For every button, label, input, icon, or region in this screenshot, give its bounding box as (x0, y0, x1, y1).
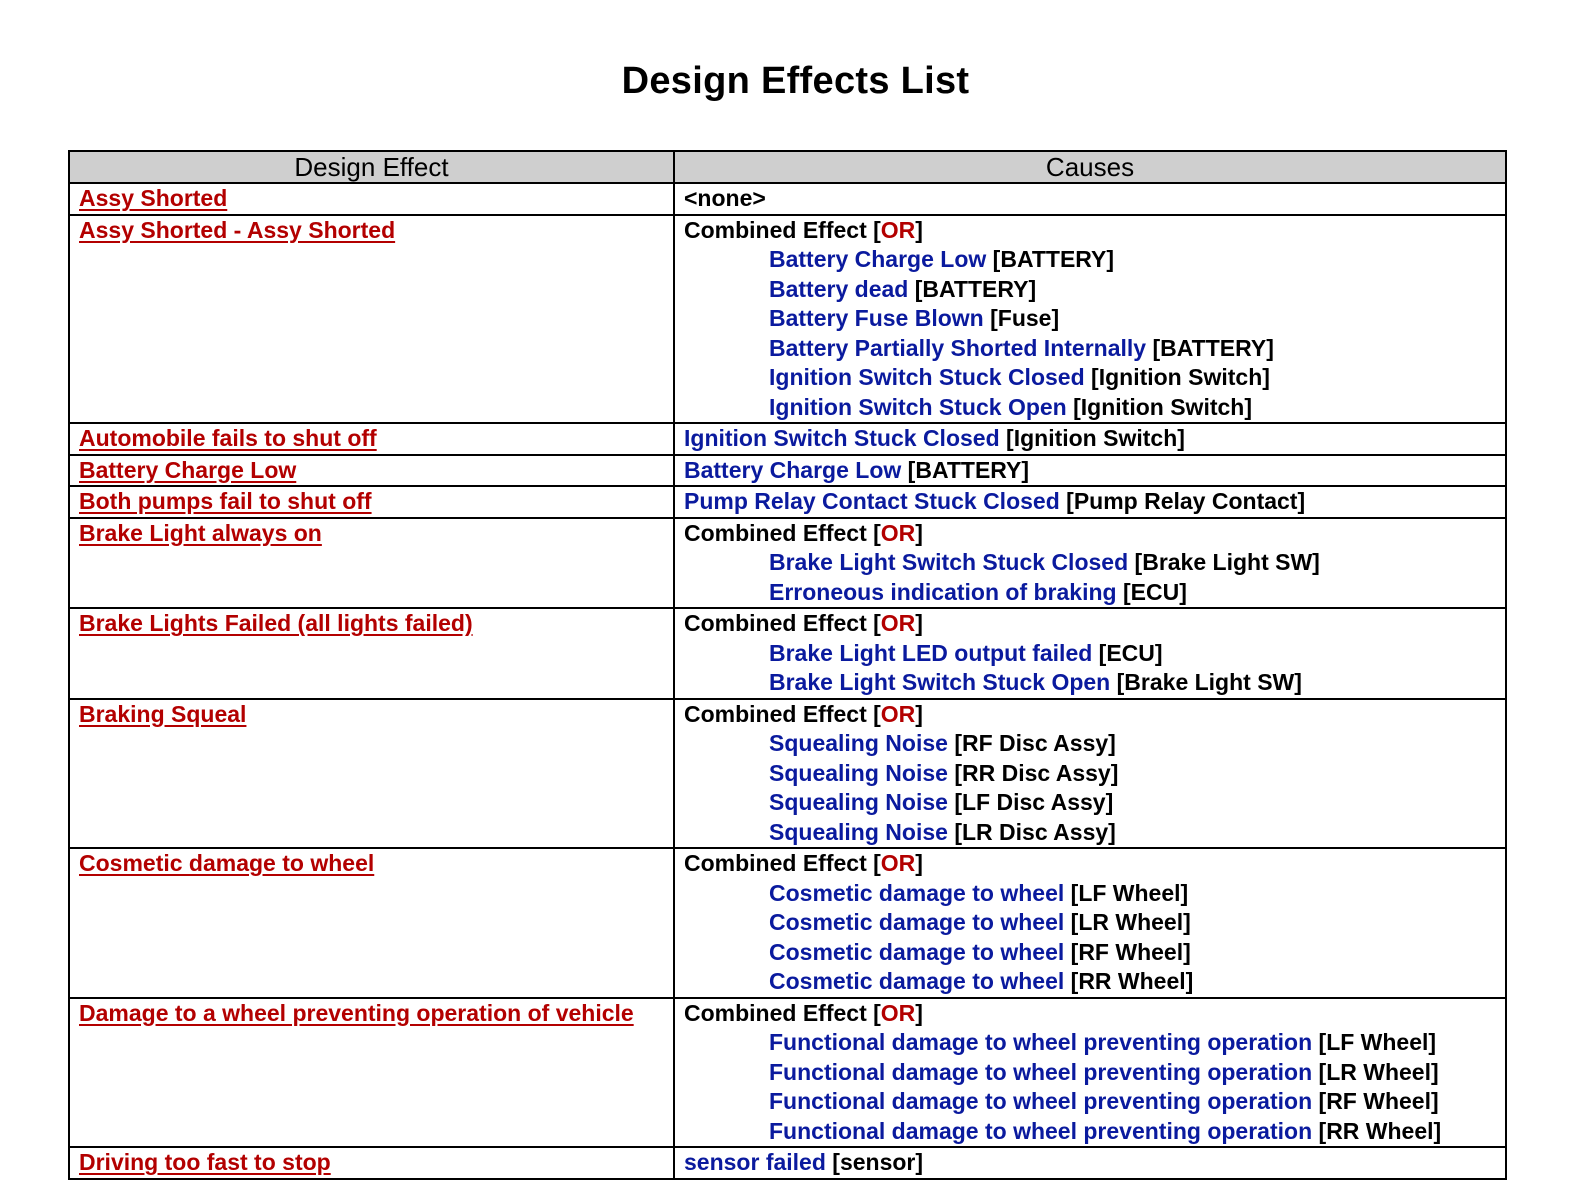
cause-link[interactable]: Ignition Switch Stuck Open (769, 393, 1067, 420)
cause-line: Cosmetic damage to wheel [LF Wheel] (769, 879, 1189, 906)
effect-cell (69, 215, 674, 424)
combined-effect-line: Combined Effect [OR] (684, 519, 923, 546)
cause-link[interactable]: Squealing Noise (769, 730, 948, 756)
component-name: LF Disc Assy (962, 789, 1106, 815)
component-name: Ignition Switch (1098, 364, 1263, 390)
effect-cell (69, 423, 674, 455)
cause-line: Erroneous indication of braking [ECU] (769, 578, 1187, 605)
effect-cell (69, 608, 674, 699)
cause-link[interactable]: Battery Partially Shorted Internally (769, 334, 1147, 361)
component-name: RR Disc Assy (962, 759, 1111, 786)
causes-cell (674, 455, 1506, 487)
cause-line: Squealing Noise [RR Disc Assy] (769, 759, 1119, 786)
effect-link[interactable]: Damage to a wheel preventing operation of vehicle (79, 999, 634, 1026)
component-name: BATTERY (1000, 246, 1107, 272)
effect-cell (69, 848, 674, 998)
effect-cell (69, 183, 674, 215)
cause-link[interactable]: Brake Light LED output failed (769, 639, 1093, 666)
causes-cell (674, 608, 1506, 699)
cause-link[interactable]: Brake Light Switch Stuck Closed (769, 549, 1129, 575)
effect-link[interactable]: Driving too fast to stop (79, 1149, 331, 1175)
component-name: BATTERY (922, 275, 1029, 302)
cause-link[interactable]: Cosmetic damage to wheel (769, 938, 1065, 965)
causes-cell (674, 486, 1506, 518)
table-row (69, 608, 1506, 699)
component-name: LR Disc Assy (962, 818, 1109, 845)
cause-link[interactable]: Functional damage to wheel preventing operation (769, 1117, 1313, 1144)
component-name: LR Wheel (1078, 909, 1184, 935)
cause-line: Squealing Noise [LR Disc Assy] (769, 818, 1116, 845)
cause-link[interactable]: Pump Relay Contact Stuck Closed (684, 488, 1060, 514)
table-row (69, 699, 1506, 849)
or-operator: OR (880, 700, 916, 727)
cause-link[interactable]: Squealing Noise (769, 818, 948, 845)
cause-link[interactable]: Battery Charge Low (769, 246, 987, 272)
component-name: Brake Light SW (1124, 669, 1295, 695)
cause-link[interactable]: Brake Light Switch Stuck Open (769, 669, 1111, 695)
causes-cell (674, 183, 1506, 215)
component-name: RF Wheel (1326, 1088, 1431, 1114)
effect-link[interactable]: Braking Squeal (79, 700, 247, 727)
table-row (69, 518, 1506, 609)
cause-link[interactable]: Ignition Switch Stuck Closed (684, 425, 1000, 451)
component-name: LF Wheel (1078, 879, 1181, 906)
effect-cell (69, 455, 674, 487)
component-name: Brake Light SW (1142, 549, 1313, 575)
table-row (69, 215, 1506, 424)
combined-effect-label: Combined Effect (684, 850, 867, 876)
cause-line: Functional damage to wheel preventing operation [RR Wheel] (769, 1117, 1442, 1144)
or-operator: OR (880, 850, 916, 876)
table-row (69, 455, 1506, 487)
combined-effect-label: Combined Effect (684, 700, 867, 727)
column-header-causes: Causes (674, 151, 1506, 183)
causes-cell (674, 699, 1506, 849)
cause-line: Cosmetic damage to wheel [LR Wheel] (769, 909, 1191, 935)
cause-line: Pump Relay Contact Stuck Closed [Pump Relay Contact] (684, 488, 1306, 514)
cause-line: sensor failed [sensor] (684, 1149, 924, 1175)
effect-link[interactable]: Automobile fails to shut off (79, 425, 377, 451)
cause-link[interactable]: Squealing Noise (769, 789, 948, 815)
effect-link[interactable]: Assy Shorted - Assy Shorted (79, 216, 396, 243)
effect-link[interactable]: Assy Shorted (79, 185, 228, 211)
effect-cell (69, 998, 674, 1148)
causes-cell (674, 1147, 1506, 1179)
effect-link[interactable]: Both pumps fail to shut off (79, 488, 372, 514)
effect-link[interactable]: Brake Lights Failed (all lights failed) (79, 610, 473, 636)
effect-cell (69, 1147, 674, 1179)
cause-link[interactable]: Cosmetic damage to wheel (769, 879, 1065, 906)
cause-line: Battery Charge Low [BATTERY] (769, 246, 1115, 272)
component-name: sensor (839, 1149, 916, 1175)
effect-cell (69, 486, 674, 518)
causes-cell (674, 998, 1506, 1148)
cause-line: Squealing Noise [LF Disc Assy] (769, 789, 1114, 815)
component-name: LR Wheel (1326, 1058, 1431, 1085)
cause-link[interactable]: Cosmetic damage to wheel (769, 909, 1065, 935)
effect-cell (69, 699, 674, 849)
cause-link[interactable]: Battery Fuse Blown (769, 305, 984, 331)
combined-effect-label: Combined Effect (684, 999, 867, 1026)
combined-effect-label: Combined Effect (684, 610, 867, 636)
or-operator: OR (880, 999, 916, 1026)
combined-effect-label: Combined Effect (684, 519, 867, 546)
cause-line: Battery Fuse Blown [Fuse] (769, 305, 1060, 331)
effect-cell (69, 518, 674, 609)
cause-line: Brake Light LED output failed [ECU] (769, 639, 1163, 666)
cause-line: Brake Light Switch Stuck Closed [Brake Light SW] (769, 549, 1320, 575)
component-name: BATTERY (1160, 334, 1267, 361)
component-name: RF Wheel (1078, 938, 1184, 965)
cause-link[interactable]: Functional damage to wheel preventing operation (769, 1029, 1313, 1055)
combined-effect-label: Combined Effect (684, 216, 867, 243)
cause-link[interactable]: Battery Charge Low (684, 456, 902, 483)
or-operator: OR (880, 610, 916, 636)
page-title: Design Effects List (621, 60, 970, 102)
combined-effect-line: Combined Effect [OR] (684, 610, 923, 636)
combined-effect-line: Combined Effect [OR] (684, 850, 923, 876)
cause-link[interactable]: Squealing Noise (769, 759, 948, 786)
combined-effect-line: Combined Effect [OR] (684, 700, 923, 727)
cause-line: Functional damage to wheel preventing operation [LR Wheel] (769, 1058, 1439, 1085)
cause-line: Ignition Switch Stuck Closed [Ignition Switch] (684, 425, 1185, 451)
component-name: RR Wheel (1078, 968, 1186, 994)
component-name: Fuse (997, 305, 1052, 331)
cause-line: Squealing Noise [RF Disc Assy] (769, 730, 1116, 756)
table-row (69, 486, 1506, 518)
effect-link[interactable]: Cosmetic damage to wheel (79, 850, 375, 876)
cause-link[interactable]: Ignition Switch Stuck Closed (769, 364, 1085, 390)
cause-link[interactable]: Cosmetic damage to wheel (769, 968, 1065, 994)
cause-line: Functional damage to wheel preventing operation [LF Wheel] (769, 1029, 1437, 1055)
cause-link[interactable]: Erroneous indication of braking (769, 578, 1117, 605)
component-name: ECU (1130, 578, 1180, 605)
component-name: BATTERY (915, 456, 1022, 483)
component-name: ECU (1106, 639, 1155, 666)
component-name: Ignition Switch (1013, 425, 1178, 451)
cause-line: Battery Partially Shorted Internally [BATTERY] (769, 334, 1274, 361)
cause-line: Cosmetic damage to wheel [RR Wheel] (769, 968, 1194, 994)
effect-link[interactable]: Brake Light always on (79, 519, 322, 546)
cause-line: Brake Light Switch Stuck Open [Brake Light SW] (769, 669, 1302, 695)
table-row (69, 1147, 1506, 1179)
cause-link[interactable]: sensor failed (684, 1149, 826, 1175)
component-name: RF Disc Assy (962, 730, 1109, 756)
table-row (69, 423, 1506, 455)
cause-line: Battery dead [BATTERY] (769, 275, 1037, 302)
causes-cell (674, 518, 1506, 609)
cause-line: Ignition Switch Stuck Open [Ignition Switch] (769, 393, 1253, 420)
causes-cell (674, 215, 1506, 424)
cause-line: Battery Charge Low [BATTERY] (684, 456, 1030, 483)
table-row (69, 848, 1506, 998)
combined-effect-line: Combined Effect [OR] (684, 216, 923, 243)
cause-link[interactable]: Functional damage to wheel preventing operation (769, 1058, 1313, 1085)
component-name: Ignition Switch (1080, 393, 1245, 420)
table-row (69, 183, 1506, 215)
causes-cell (674, 423, 1506, 455)
causes-cell (674, 848, 1506, 998)
cause-link[interactable]: Functional damage to wheel preventing operation (769, 1088, 1313, 1114)
cause-line: Functional damage to wheel preventing operation [RF Wheel] (769, 1088, 1439, 1114)
column-header-design-effect: Design Effect (69, 151, 674, 183)
component-name: LF Wheel (1326, 1029, 1429, 1055)
component-name: RR Wheel (1326, 1117, 1434, 1144)
effect-link[interactable]: Battery Charge Low (79, 456, 297, 483)
design-effects-table (68, 150, 1507, 1180)
cause-link[interactable]: Battery dead (769, 275, 909, 302)
combined-effect-line: Combined Effect [OR] (684, 999, 923, 1026)
component-name: Pump Relay Contact (1073, 488, 1298, 514)
or-operator: OR (880, 519, 916, 546)
or-operator: OR (880, 216, 916, 243)
cause-line: Ignition Switch Stuck Closed [Ignition Switch] (769, 364, 1270, 390)
table-header-row (69, 151, 1506, 183)
cause-line: Cosmetic damage to wheel [RF Wheel] (769, 938, 1191, 965)
no-cause-text: <none> (684, 185, 766, 211)
table-row (69, 998, 1506, 1148)
